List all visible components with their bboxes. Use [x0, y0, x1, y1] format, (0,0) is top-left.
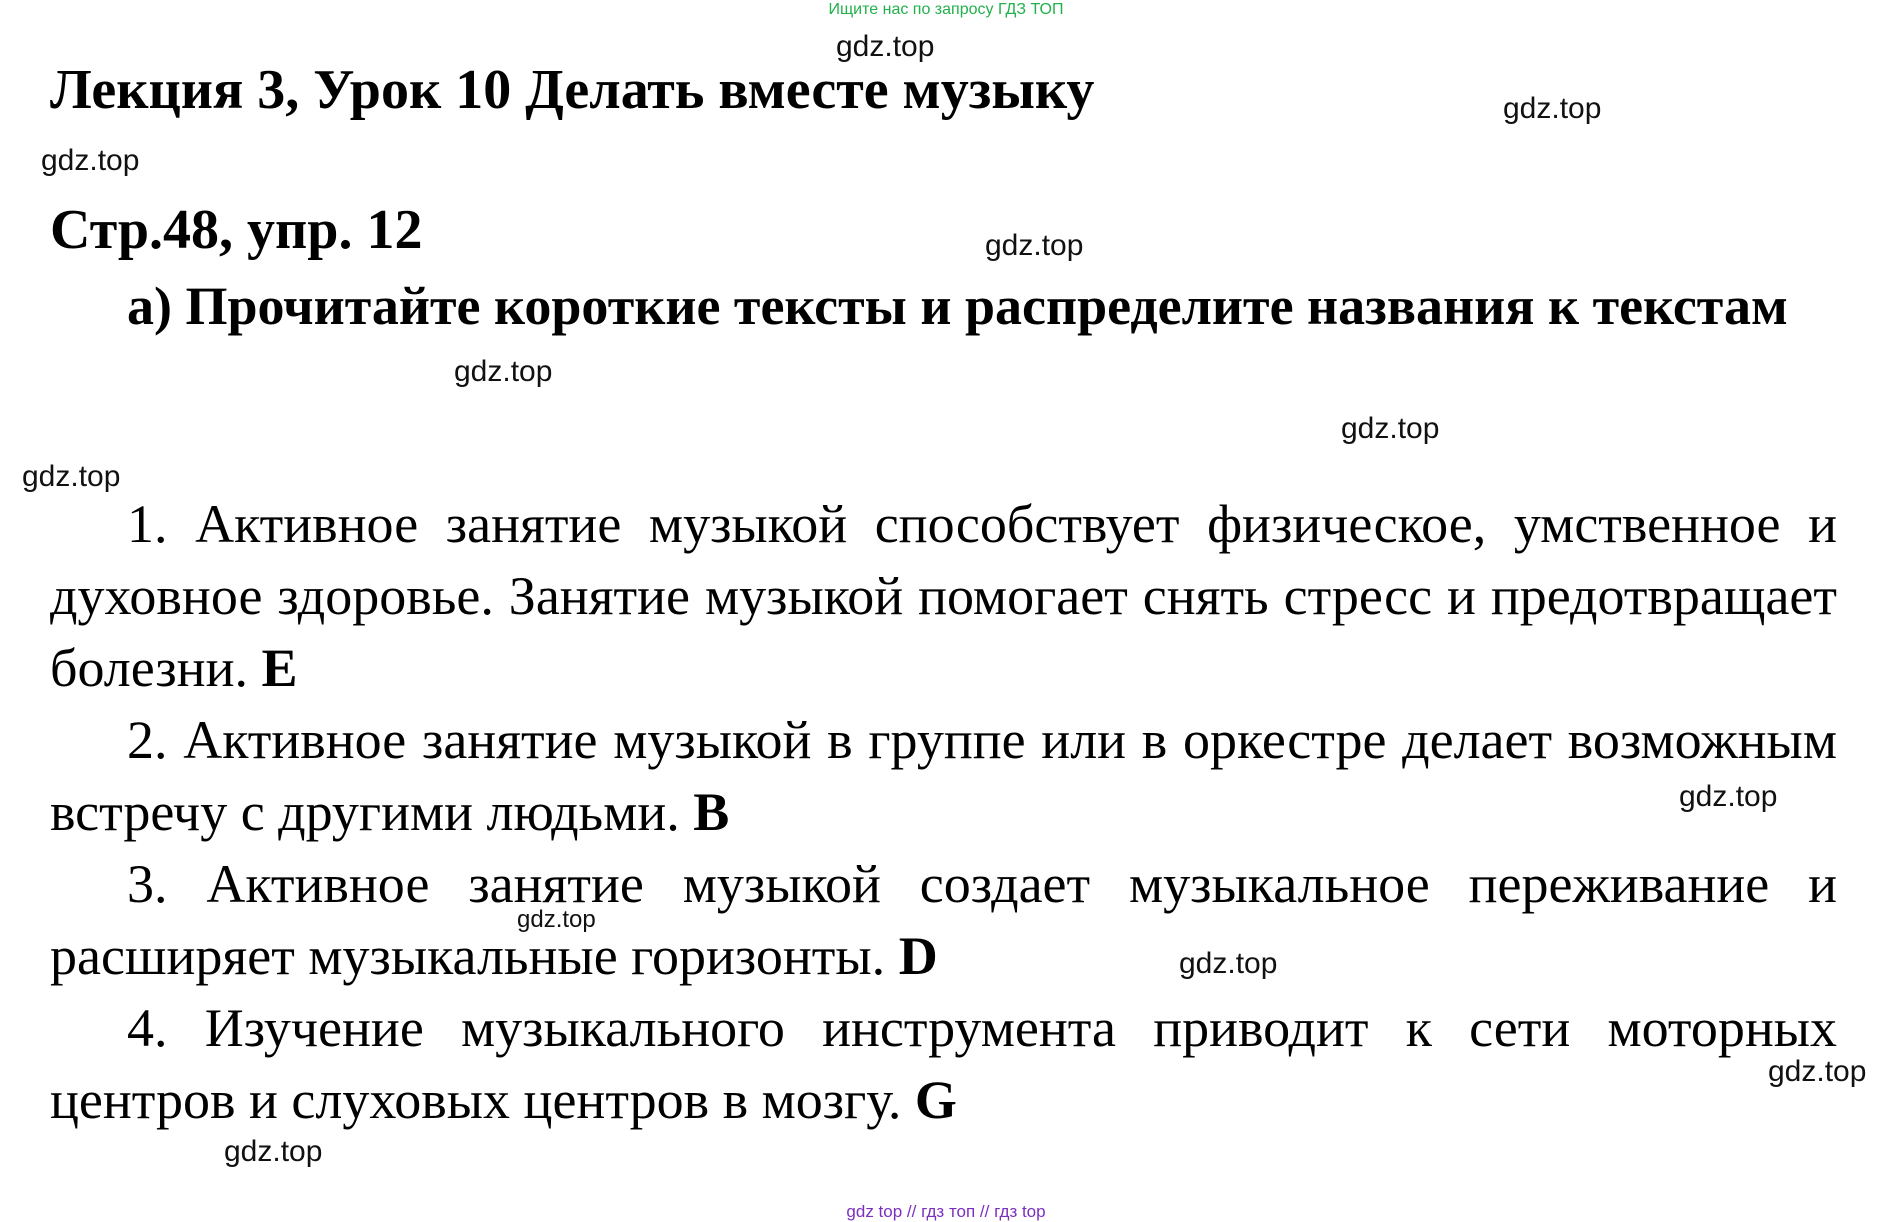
answer-text: 2. Активное занятие музыкой в группе или в оркестре делает возможным встречу с другими людьми.	[50, 710, 1837, 842]
watermark: gdz.top	[1768, 1055, 1867, 1088]
watermark: gdz.top	[836, 30, 935, 63]
answer-letter: G	[914, 1070, 957, 1130]
answer-text: 4. Изучение музыкального инструмента приводит к сети моторных центров и слуховых центров в мозгу.	[50, 998, 1837, 1130]
watermark: gdz.top	[985, 229, 1084, 262]
answer-item-2	[50, 704, 1837, 848]
watermark: gdz.top	[1341, 412, 1440, 445]
footer-watermark: gdz top // гдз топ // гдз top	[846, 1202, 1046, 1221]
watermark: gdz.top	[41, 144, 140, 177]
answer-letter: D	[898, 926, 938, 986]
answer-text: 1. Активное занятие музыкой способствует физическое, умственное и духовное здоровье. Занятие музыкой помогает снять стресс и предотвращает болезни.	[50, 494, 1837, 698]
answer-text: 3. Активное занятие музыкой создает музыкальное переживание и расширяет музыкальные горизонты.	[50, 854, 1837, 986]
answer-letter: E	[261, 638, 298, 698]
answer-item-1	[50, 488, 1837, 704]
task-instruction: а) Прочитайте короткие тексты и распределите названия к текстам	[127, 276, 1788, 336]
answer-item-3	[50, 848, 1837, 992]
watermark: gdz.top	[22, 460, 121, 493]
watermark: gdz.top	[517, 906, 596, 933]
top-banner: Ищите нас по запросу ГДЗ ТОП	[828, 1, 1064, 18]
lecture-title: Лекция 3, Урок 10 Делать вместе музыку	[50, 59, 1095, 121]
page-exercise-heading: Стр.48, упр. 12	[50, 199, 423, 261]
watermark: gdz.top	[454, 355, 553, 388]
answer-letter: B	[693, 782, 730, 842]
watermark: gdz.top	[1679, 780, 1778, 813]
answer-item-4	[50, 992, 1837, 1136]
answers-list	[50, 488, 1837, 1136]
watermark: gdz.top	[1503, 92, 1602, 125]
watermark: gdz.top	[1179, 947, 1278, 980]
watermark: gdz.top	[224, 1135, 323, 1168]
